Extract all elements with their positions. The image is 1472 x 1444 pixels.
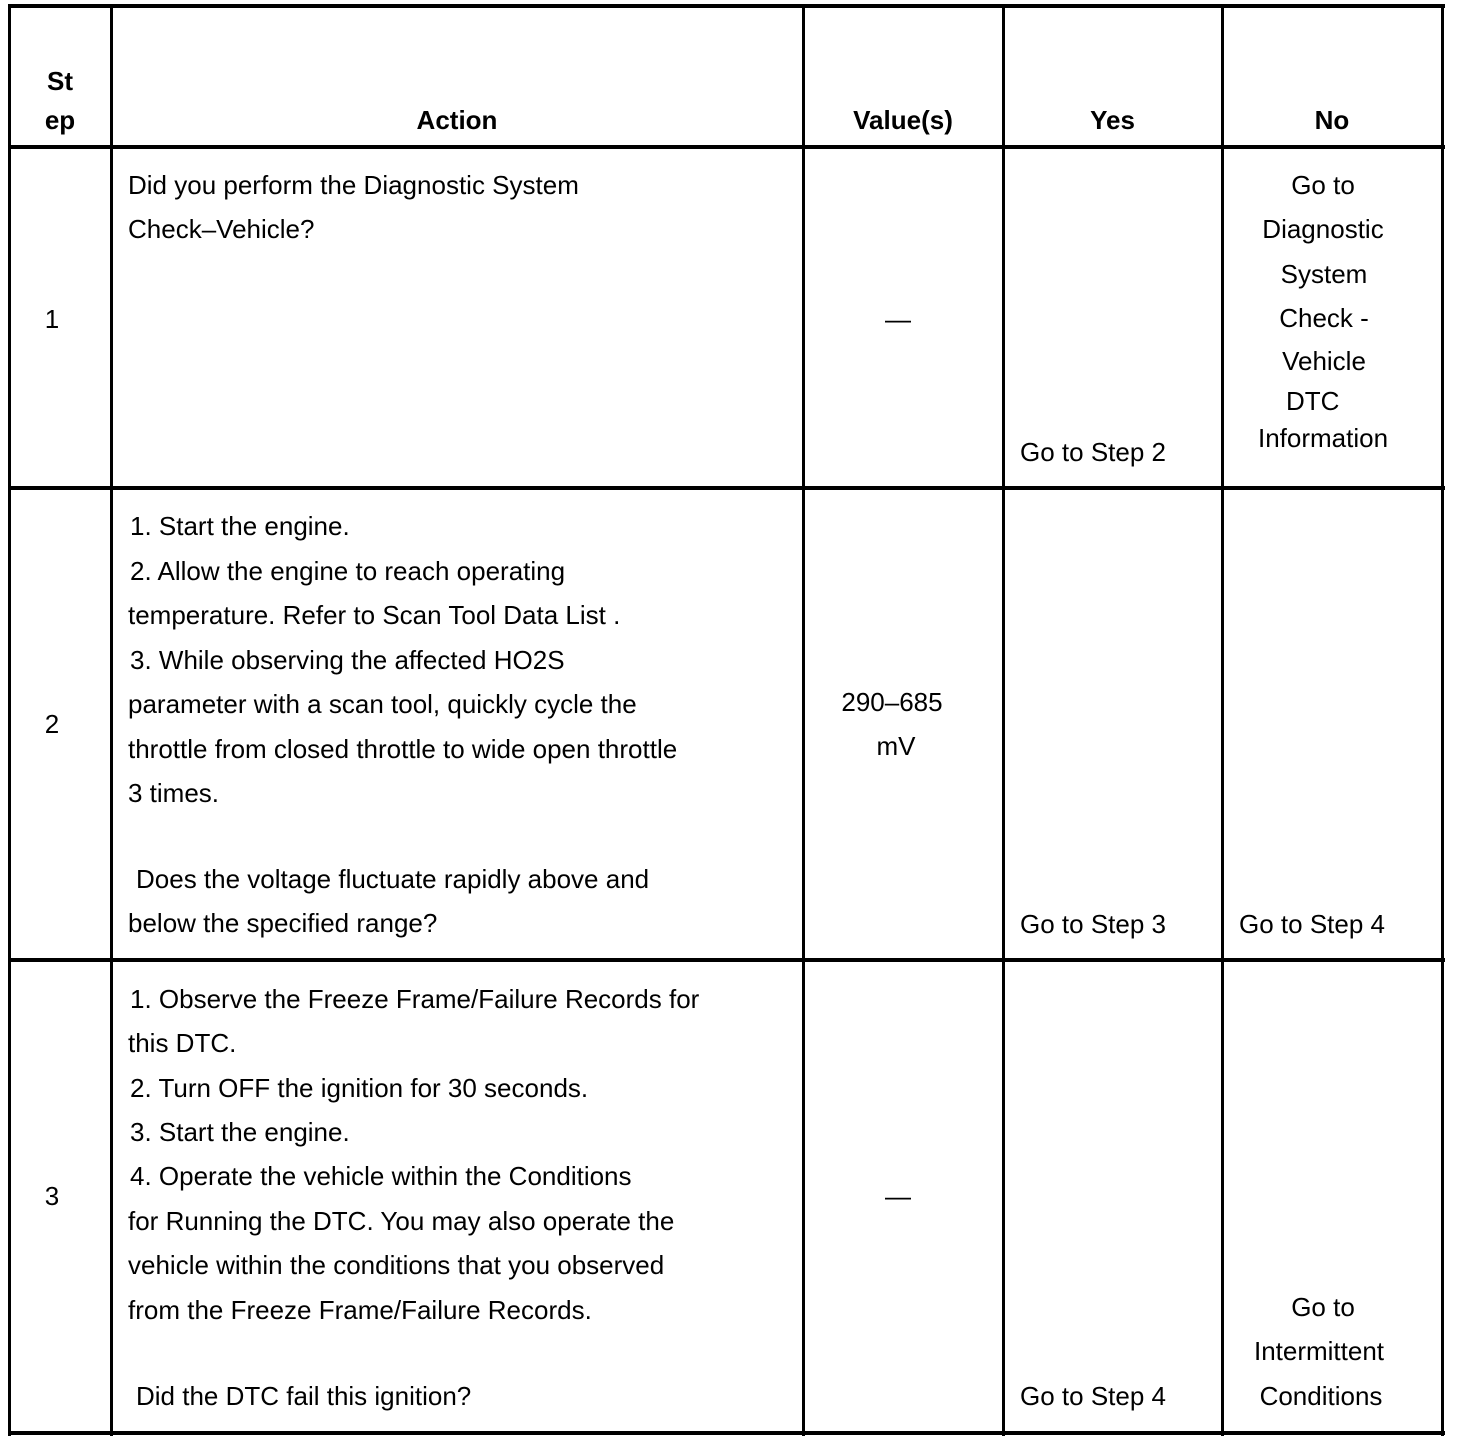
action-line: 2. Allow the engine to reach operating	[130, 556, 566, 586]
table-border-bottom	[8, 1431, 1445, 1435]
action-line: 1. Start the engine.	[130, 511, 350, 541]
column-divider	[802, 5, 805, 1436]
header-action: Action	[416, 105, 498, 135]
table-border-right	[1441, 5, 1444, 1436]
column-divider	[1002, 5, 1005, 1436]
yes-link[interactable]: Go to Step 4	[1020, 1381, 1166, 1411]
no-link[interactable]: Information	[1258, 423, 1389, 453]
action-line: 3. Start the engine.	[130, 1117, 350, 1147]
action-line: Did the DTC fail this ignition?	[136, 1381, 472, 1411]
action-line: Check–Vehicle?	[128, 214, 315, 244]
column-divider	[110, 5, 113, 1436]
action-line: 2. Turn OFF the ignition for 30 seconds.	[130, 1073, 589, 1103]
row-divider	[8, 486, 1445, 490]
no-link[interactable]: Go to	[1291, 1292, 1355, 1322]
action-line: below the specified range?	[128, 908, 438, 938]
yes-link[interactable]: Go to Step 2	[1020, 437, 1166, 467]
action-line: 3. While observing the affected HO2S	[130, 645, 565, 675]
value-cell: mV	[876, 731, 916, 761]
no-link[interactable]: DTC	[1286, 386, 1340, 416]
action-line: throttle from closed throttle to wide open throttle	[128, 734, 678, 764]
action-line: 4. Operate the vehicle within the Conditions	[130, 1161, 632, 1191]
no-link[interactable]: Check -	[1279, 303, 1369, 333]
no-link[interactable]: Conditions	[1259, 1381, 1383, 1411]
header-values: Value(s)	[853, 105, 953, 135]
step-number: 3	[44, 1181, 60, 1211]
action-line: for Running the DTC. You may also operate the	[128, 1206, 675, 1236]
action-line: Did you perform the Diagnostic System	[128, 170, 579, 200]
row-divider	[8, 958, 1445, 962]
column-divider	[1221, 5, 1224, 1436]
header-no: No	[1314, 105, 1350, 135]
no-link[interactable]: Diagnostic	[1262, 214, 1384, 244]
action-line: vehicle within the conditions that you observed	[128, 1250, 665, 1280]
value-cell: —	[885, 304, 911, 334]
action-line: parameter with a scan tool, quickly cycle the	[128, 689, 637, 719]
action-line: temperature. Refer to Scan Tool Data List .	[128, 600, 621, 630]
action-line: this DTC.	[128, 1028, 237, 1058]
no-link[interactable]: Intermittent	[1253, 1336, 1385, 1366]
no-link[interactable]: Vehicle	[1282, 346, 1366, 376]
no-link[interactable]: Go to	[1291, 170, 1355, 200]
header-step: St	[47, 66, 73, 96]
action-line: 1. Observe the Freeze Frame/Failure Records for	[130, 984, 700, 1014]
action-line: 3 times.	[128, 778, 220, 808]
action-line: from the Freeze Frame/Failure Records.	[128, 1295, 592, 1325]
step-number: 1	[44, 304, 60, 334]
no-link[interactable]: System	[1280, 259, 1368, 289]
value-cell: —	[885, 1181, 911, 1211]
value-cell: 290–685	[841, 687, 943, 717]
yes-link[interactable]: Go to Step 3	[1020, 909, 1166, 939]
header-step: ep	[44, 105, 76, 135]
step-number: 2	[44, 709, 60, 739]
table-border-left	[8, 5, 11, 1436]
table-border-top	[8, 4, 1445, 8]
action-line: Does the voltage fluctuate rapidly above and	[136, 864, 650, 894]
no-link[interactable]: Go to Step 4	[1239, 909, 1385, 939]
header-divider	[8, 145, 1445, 149]
header-yes: Yes	[1090, 105, 1135, 135]
